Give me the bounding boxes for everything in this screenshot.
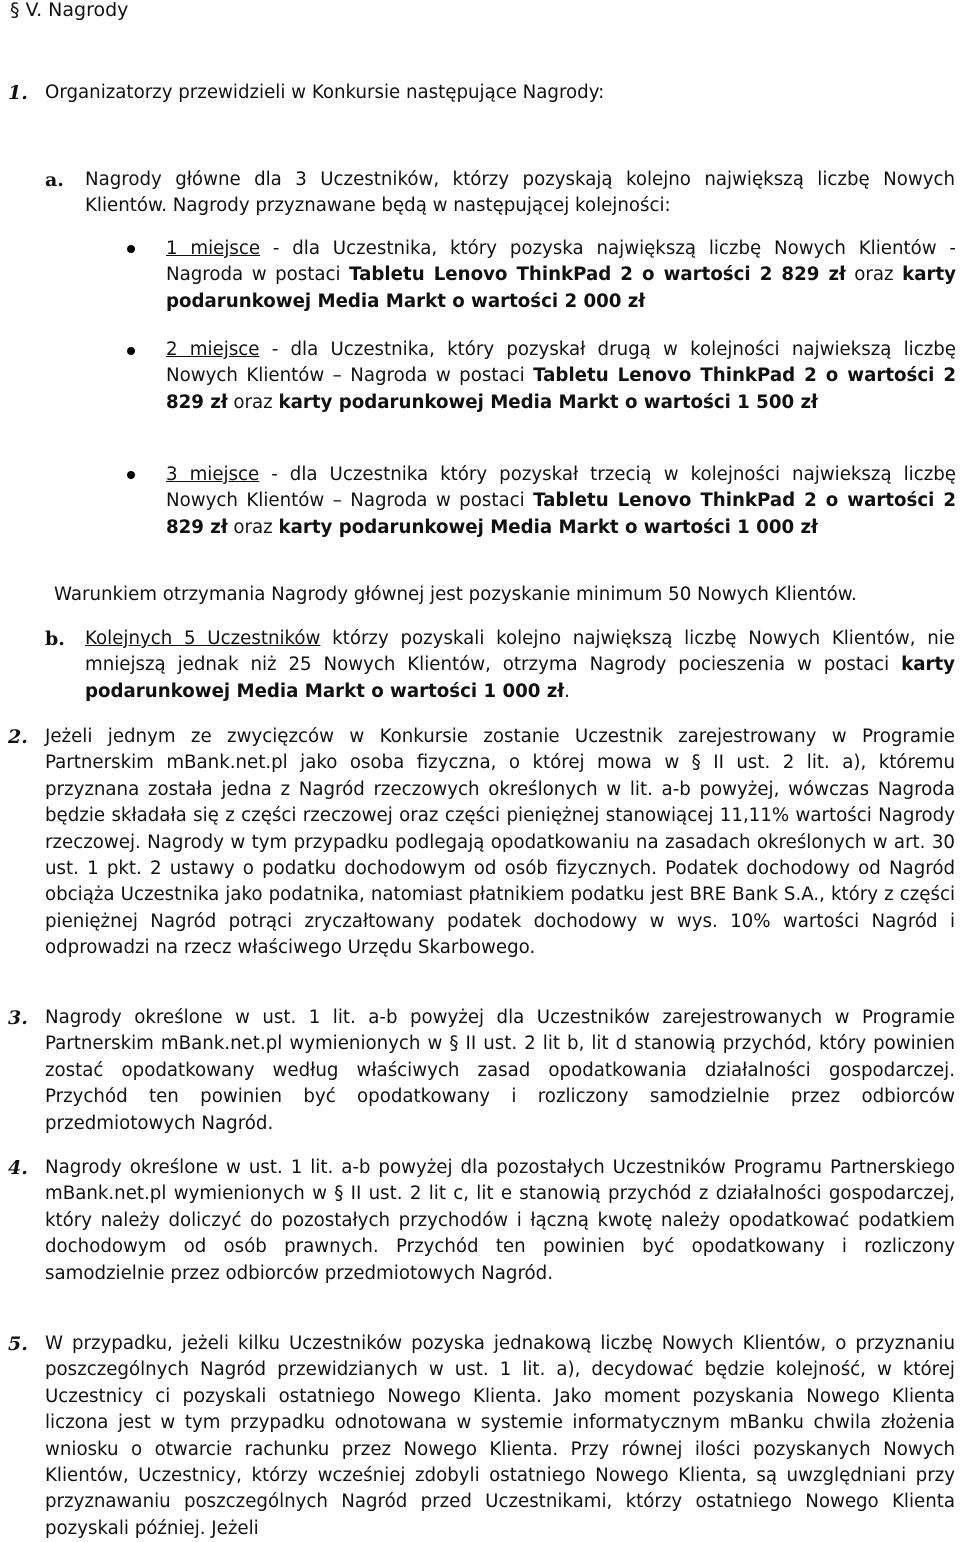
place-2-and: oraz	[227, 391, 279, 413]
sub-item-b-body: którzy pozyskali kolejno największą liczbę Nowych Klientów, nie mniejszą jednak niż 25 Nowych Klientów, otrzyma Nagrody pocieszenia w postaci	[85, 628, 955, 676]
bullet-icon	[127, 347, 135, 355]
sub-item-b-text	[85, 626, 955, 705]
item-4-text: Nagrody określone w ust. 1 lit. a-b powyżej dla pozostałych Uczestników Programu Partnerskiego mBank.net.pl wymienionych w § II ust. 2 lit c, lit e stanowią przychód z działalności gospodarczej, który należy doliczyć do pozostałych przychodów i łączną kwotę należy opodatkować podatkiem dochodowym od osób prawnych. Przychód ten powinien być opodatkowany i rozliczony samodzielnie przez odbiorców przedmiotowych Nagród.	[45, 1157, 955, 1284]
bullet-icon	[127, 245, 135, 253]
place-2-tablet: Tabletu Lenovo ThinkPad 2 o wartości 2 829 zł	[166, 365, 956, 413]
place-2-title: 2 miejsce	[166, 339, 260, 360]
sub-item-a-body: Nagrody główne dla 3 Uczestników, którzy pozyskają kolejno największą liczbę Nowych Klientów. Nagrody przyznawane będą w następującej kolejności:	[85, 169, 955, 217]
place-1	[166, 236, 956, 315]
place-2	[166, 337, 956, 416]
sub-item-b-end: .	[564, 680, 570, 702]
place-3-desc: - dla Uczestnika który pozyskał trzecią w kolejności najwiekszą liczbę Nowych Klientów – Nagroda w postaci	[166, 464, 956, 512]
place-3-tablet: Tabletu Lenovo ThinkPad 2 o wartości 2 829 zł	[166, 490, 956, 538]
place-3-title: 3 miejsce	[166, 464, 260, 485]
item-number-5: 5.	[8, 1333, 28, 1355]
item-number-1: 1.	[8, 82, 28, 104]
item-number-3: 3.	[8, 1007, 28, 1029]
bullet-icon	[127, 471, 135, 479]
place-3-card: karty podarunkowej Media Markt o wartości 1 000 zł	[278, 516, 818, 538]
item-number-4: 4.	[8, 1157, 28, 1179]
main-prize-condition: Warunkiem otrzymania Nagrody głównej jest pozyskanie minimum 50 Nowych Klientów.	[54, 584, 857, 605]
place-3	[166, 462, 956, 541]
item-3-text: Nagrody określone w ust. 1 lit. a-b powyżej dla Uczestników zarejestrowanych w Programie Partnerskim mBank.net.pl wymienionych w § II ust. 2 lit b, lit d stanowią przychód, który powinien zostać opodatkowany według właściwych zasad opodatkowania działalności gospodarczej. Przychód ten powinien być opodatkowany i rozliczony samodzielnie przez odbiorców przedmiotowych Nagród.	[45, 1007, 955, 1134]
item-number-2: 2.	[8, 726, 28, 748]
sub-item-letter-b: b.	[45, 628, 65, 650]
place-2-card: karty podarunkowej Media Markt o wartości 1 500 zł	[278, 391, 818, 413]
item-1-text: Organizatorzy przewidzieli w Konkursie następujące Nagrody:	[45, 82, 605, 103]
sub-item-a-text	[85, 167, 955, 220]
place-1-tablet: Tabletu Lenovo ThinkPad 2 o wartości 2 829 zł	[349, 264, 846, 286]
place-2-desc: - dla Uczestnika, który pozyskał drugą w kolejności najwiekszą liczbę Nowych Klientów – Nagroda w postaci	[166, 339, 957, 387]
place-1-card: karty podarunkowej Media Markt o wartości 2 000 zł	[166, 264, 957, 312]
item-2-text: Jeżeli jednym ze zwycięzców w Konkursie zostanie Uczestnik zarejestrowany w Programie Partnerskim mBank.net.pl jako osoba fizyczna, o której mowa w § II ust. 2 lit. a), któremu przyznana została jedna z Nagród rzeczowych określonych w lit. a-b powyżej, wówczas Nagroda będzie składała się z części rzeczowej oraz części pieniężnej stanowiącej 11,11% wartości Nagrody rzeczowej. Nagrody w tym przypadku podlegają opodatkowaniu na zasadach określonych w art. 30 ust. 1 pkt. 2 ustawy o podatku dochodowym od osób fizycznych. Podatek dochodowy od Nagród obciąża Uczestnika jako podatnika, natomiast płatnikiem podatku jest BRE Bank S.A., który z części pieniężnej Nagród potrąci zryczałtowany podatek dochodowy w wys. 10% wartości Nagród i odprowadzi na rzecz właściwego Urzędu Skarbowego.	[45, 726, 955, 959]
sub-item-b-highlight: Kolejnych 5 Uczestników	[85, 628, 321, 649]
sub-item-letter-a: a.	[45, 169, 64, 191]
item-5-text: W przypadku, jeżeli kilku Uczestników pozyska jednakową liczbę Nowych Klientów, o przyznaniu poszczególnych Nagród przewidzianych w ust. 1 lit. a), decydować będzie kolejność, w której Uczestnicy ci pozyskali ostatniego Nowego Klienta. Jako moment pozyskania Nowego Klienta liczona jest w tym przypadku odnotowana w systemie informatycznym mBanku chwila złożenia wniosku o otwarcie rachunku przez Nowego Klienta. Przy równej ilości pozyskanych Nowych Klientów, Uczestnicy, którzy wcześniej zdobyli ostatniego Nowego Klienta, są uwzględniani przy przyznawaniu poszczególnych Nagród przed Uczestnikami, którzy ostatniego Nowego Klienta pozyskali później. Jeżeli	[45, 1333, 955, 1539]
section-heading: § V. Nagrody	[10, 0, 129, 21]
place-3-and: oraz	[227, 516, 279, 538]
sub-item-b-card: karty podarunkowej Media Markt o wartości 1 000 zł	[85, 654, 955, 702]
place-1-desc: - dla Uczestnika, który pozyska największą liczbę Nowych Klientów - Nagroda w postaci	[166, 238, 956, 286]
place-1-title: 1 miejsce	[166, 238, 261, 259]
place-1-and: oraz	[845, 264, 903, 286]
